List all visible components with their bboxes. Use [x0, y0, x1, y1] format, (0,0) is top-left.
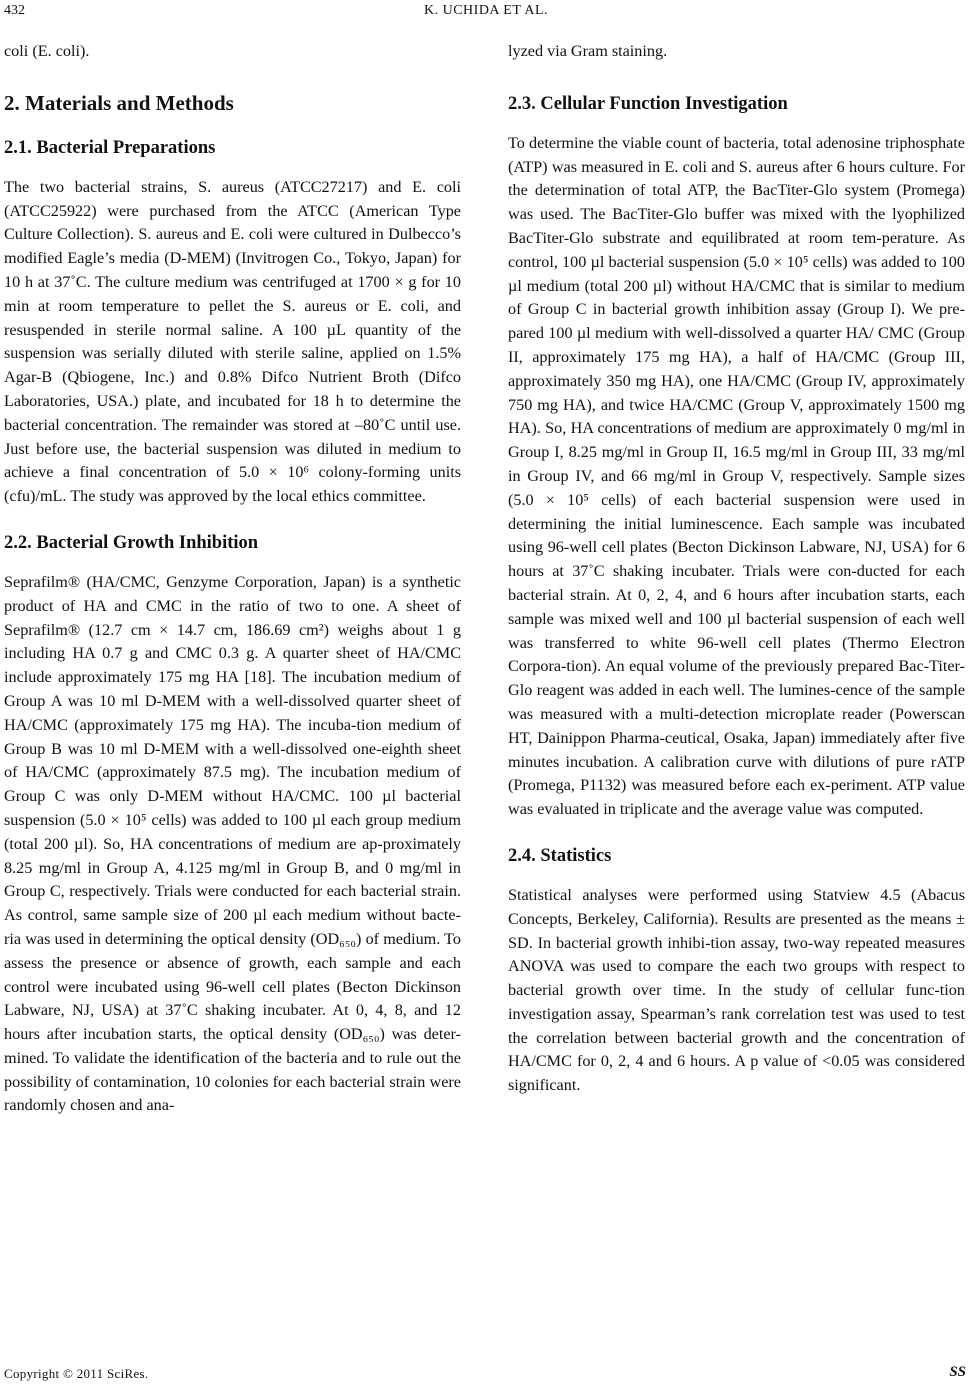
paragraph-statistics: Statistical analyses were performed using Statview 4.5 (Abacus Concepts, Berkeley, California). Results are presented as the means ± SD. In bacterial growth inhibi-tion assay, two-way repeated measures ANOVA was used to compare the each two groups with respect to bacterial growth over time. In the study of cellular func-tion investigation assay, Spearman’s rank correlation test was used to test the correlation between bacterial growth and the concentration of HA/CMC for 0, 2, 4 and 6 hours. A p value of <0.05 was considered significant. — [508, 885, 965, 1095]
running-title: K. UCHIDA ET AL. — [423, 3, 549, 18]
subsection-title-bacterial-preparations: 2.1. Bacterial Preparations — [4, 137, 216, 158]
paragraph-cellular-function: To determine the viable count of bacteria, total adenosine triphosphate (ATP) was measured in E. coli and S. aureus after 6 hours culture. For the determination of total ATP, the BacTiter-Glo system (Promega) was used. The BacTiter-Glo buffer was mixed with the lyophilized BacTiter-Glo substrate and equilibrated at room tem-perature. As control, 100 µl bacterial suspension (5.0 × 10⁵ cells) was added to 100 µl medium (total 200 µl) without HA/CMC that is similar to medium of Group C in bacterial growth inhibition assay (Group I). We pre-pared 100 µl medium with well-dissolved a quarter HA/ CMC (Group II, approximately 175 mg HA), a half of HA/CMC (Group III, approximately 350 mg HA), one HA/CMC (Group IV, approximately 750 mg HA), and twice HA/CMC (Group V, approximately 1500 mg HA). So, HA concentrations of medium are approximately 0 mg/ml in Group I, 8.25 mg/ml in Group II, 16.5 mg/ml in Group III, 33 mg/ml in Group IV, and 66 mg/ml in Group V, respectively. Sample sizes (5.0 × 10⁵ cells) of each bacterial suspension were used in determining the initial luminescence. Each sample was incubated using 96-well cell plates (Becton Dickinson Labware, NJ, USA) for 6 hours at 37˚C shaking incubater. Trials were con-ducted for each bacterial strain. At 0, 2, 4, and 6 hours after incubation starts, each sample was mixed well and 100 µl bacterial suspension of each well was transferred to white 96-well cell plates (Thermo Electron Corpora-tion). An equal volume of the previously prepared Bac-Titer-Glo reagent was added in each well. The lumines-cence of the sample was measured with a multi-detection microplate reader (Powerscan HT, Dainippon Pharma-ceutical, Osaka, Japan) immediately after five minutes incubation. A calibration curve with dilutions of pure rATP (Promega, P1132) was measured before each ex-periment. ATP value was evaluated in triplicate and the average value was computed. — [508, 133, 965, 819]
section-title: 2. Materials and Methods — [4, 90, 234, 115]
subsection-title-statistics: 2.4. Statistics — [508, 845, 612, 866]
left-column — [4, 40, 461, 1118]
subsection-title-cellular-function: 2.3. Cellular Function Investigation — [508, 93, 788, 114]
right-column — [508, 40, 965, 1098]
page-number: 432 — [4, 3, 25, 18]
footer-copyright: Copyright © 2011 SciRes. — [4, 1366, 149, 1381]
subsection-title-growth-inhibition: 2.2. Bacterial Growth Inhibition — [4, 532, 259, 553]
left-lead-text: coli (E. coli). — [4, 42, 90, 60]
right-lead-text: lyzed via Gram staining. — [508, 42, 668, 60]
paragraph-growth-inhibition: Seprafilm® (HA/CMC, Genzyme Corporation, Japan) is a synthetic product of HA and CMC in the ratio of two to one. A sheet of Seprafilm® (12.7 cm × 14.7 cm, 186.69 cm²) weighs about 1 g including HA 0.7 g and CMC 0.3 g. A quarter sheet of HA/CMC include approximately 175 mg HA [18]. The incubation medium of Group A was 10 ml D-MEM with a well-dissolved quarter sheet of HA/CMC (approximately 175 mg HA). The incuba-tion medium of Group B was 10 ml D-MEM with a well-dissolved one-eighth sheet of HA/CMC (approximately 87.5 mg). The incubation medium of Group C was only D-MEM without HA/CMC. 100 µl bacterial suspension (5.0 × 10⁵ cells) was added to 100 µl each group medium (total 200 µl). So, HA concentrations of medium are ap-proximately 8.25 mg/ml in Group A, 4.125 mg/ml in Group B, and 0 mg/ml in Group C, respectively. Trials were conducted for each bacterial strain. As control, same sample size of 200 µl each medium without bacte-ria was used in determining the optical density (OD₆₅₀) of medium. To assess the presence or absence of growth, each sample and each control were incubated using 96-well cell plates (Becton Dickinson Labware, NJ, USA) at 37˚C shaking incubater. At 0, 4, 8, and 12 hours after incubation starts, the optical density (OD₆₅₀) was deter-mined. To validate the identification of the bacteria and to rule out the possibility of contamination, 10 colonies for each bacterial strain were randomly chosen and ana- — [4, 572, 461, 1115]
paragraph-bacterial-preparations: The two bacterial strains, S. aureus (ATCC27217) and E. coli (ATCC25922) were purchased from the ATCC (American Type Culture Collection). S. aureus and E. coli were cultured in Dulbecco’s modified Eagle’s media (D-MEM) (Invitrogen Co., Tokyo, Japan) for 10 h at 37˚C. The culture medium was centrifuged at 1700 × g for 10 min at room temperature to pellet the S. aureus or E. coli, and resuspended in sterile normal saline. A 100 µL quantity of the suspension was serially diluted with sterile saline, applied on 1.5% Agar-B (Qbiogene, Inc.) and 0.8% Difco Nutrient Broth (Difco Laboratories, USA.) plate, and incubated for 18 h to determine the bacterial concentration. The remainder was stored at –80˚C until use. Just before use, the bacterial suspension was diluted in medium to achieve a final concentration of 5.0 × 10⁶ colony-forming units (cfu)/mL. The study was approved by the local ethics committee. — [4, 177, 461, 506]
footer-journal: SS — [949, 1364, 966, 1380]
